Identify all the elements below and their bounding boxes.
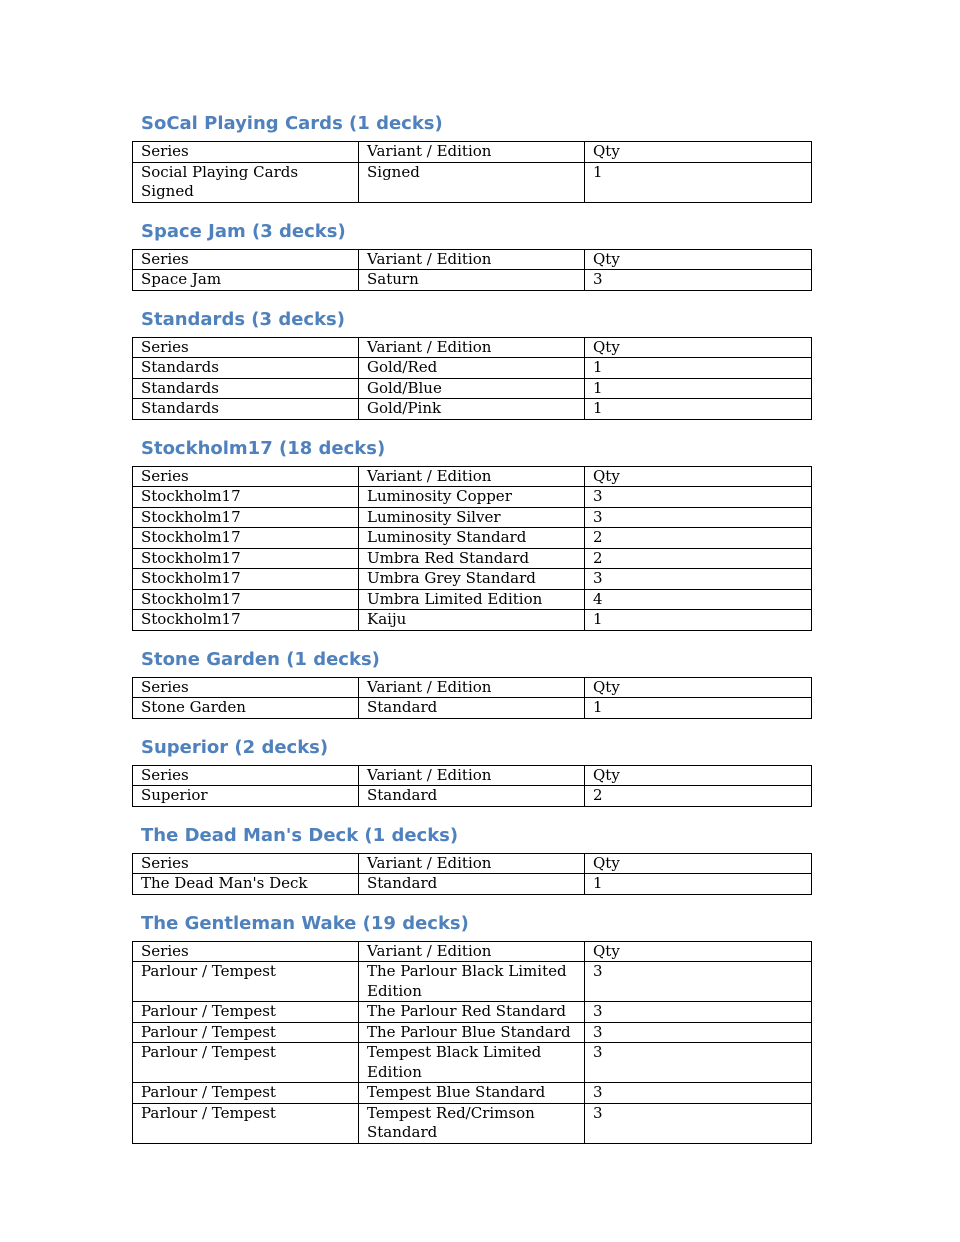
- table-row: [133, 399, 812, 420]
- table-cell: Stockholm17: [133, 507, 359, 528]
- table-cell: Gold/Pink: [359, 399, 585, 420]
- column-header: Qty: [585, 466, 812, 487]
- column-header: Qty: [585, 853, 812, 874]
- table-cell: Luminosity Copper: [359, 487, 585, 508]
- deck-table: [132, 466, 812, 631]
- table-cell: Stockholm17: [133, 487, 359, 508]
- table-cell: Signed: [359, 162, 585, 202]
- table-cell: 1: [585, 698, 812, 719]
- table-cell: Parlour / Tempest: [133, 962, 359, 1002]
- table-cell: Parlour / Tempest: [133, 1002, 359, 1023]
- table-cell: Gold/Blue: [359, 378, 585, 399]
- column-header: Series: [133, 853, 359, 874]
- table-row: [133, 610, 812, 631]
- column-header: Variant / Edition: [359, 941, 585, 962]
- deck-section: [132, 220, 811, 291]
- table-row: [133, 698, 812, 719]
- table-cell: 2: [585, 786, 812, 807]
- table-cell: Umbra Grey Standard: [359, 569, 585, 590]
- column-header: Series: [133, 941, 359, 962]
- table-cell: 2: [585, 548, 812, 569]
- table-cell: 3: [585, 1103, 812, 1143]
- table-row: [133, 786, 812, 807]
- table-cell: 3: [585, 962, 812, 1002]
- table-cell: 3: [585, 1083, 812, 1104]
- column-header: Qty: [585, 677, 812, 698]
- column-header: Variant / Edition: [359, 249, 585, 270]
- table-cell: Saturn: [359, 270, 585, 291]
- table-cell: 1: [585, 610, 812, 631]
- table-cell: Gold/Red: [359, 358, 585, 379]
- section-heading: Superior (2 decks): [141, 736, 329, 758]
- table-row: [133, 962, 812, 1002]
- table-row: [133, 270, 812, 291]
- table-cell: 1: [585, 399, 812, 420]
- table-cell: Parlour / Tempest: [133, 1022, 359, 1043]
- table-cell: 3: [585, 1002, 812, 1023]
- table-header-row: [133, 677, 812, 698]
- table-cell: Tempest Black Limited Edition: [359, 1043, 585, 1083]
- column-header: Variant / Edition: [359, 677, 585, 698]
- table-cell: Standard: [359, 698, 585, 719]
- column-header: Qty: [585, 765, 812, 786]
- deck-section: [132, 437, 811, 631]
- section-heading: Space Jam (3 decks): [141, 220, 346, 242]
- deck-section: [132, 308, 811, 420]
- column-header: Series: [133, 249, 359, 270]
- table-header-row: [133, 337, 812, 358]
- table-header-row: [133, 853, 812, 874]
- table-cell: 1: [585, 162, 812, 202]
- table-cell: The Dead Man's Deck: [133, 874, 359, 895]
- deck-table: [132, 941, 812, 1144]
- table-cell: Standards: [133, 399, 359, 420]
- table-cell: Superior: [133, 786, 359, 807]
- table-cell: Umbra Limited Edition: [359, 589, 585, 610]
- column-header: Series: [133, 337, 359, 358]
- table-cell: The Parlour Black Limited Edition: [359, 962, 585, 1002]
- table-cell: 2: [585, 528, 812, 549]
- deck-section: [132, 736, 811, 807]
- table-cell: The Parlour Blue Standard: [359, 1022, 585, 1043]
- table-cell: Stockholm17: [133, 548, 359, 569]
- column-header: Variant / Edition: [359, 337, 585, 358]
- table-cell: Kaiju: [359, 610, 585, 631]
- table-cell: Tempest Red/Crimson Standard: [359, 1103, 585, 1143]
- column-header: Series: [133, 466, 359, 487]
- table-cell: 1: [585, 874, 812, 895]
- column-header: Qty: [585, 142, 812, 163]
- table-row: [133, 487, 812, 508]
- table-cell: 1: [585, 378, 812, 399]
- table-cell: Stockholm17: [133, 528, 359, 549]
- table-row: [133, 548, 812, 569]
- table-cell: Standard: [359, 786, 585, 807]
- table-cell: 4: [585, 589, 812, 610]
- table-cell: 3: [585, 569, 812, 590]
- column-header: Qty: [585, 249, 812, 270]
- table-cell: Standards: [133, 378, 359, 399]
- table-cell: 3: [585, 507, 812, 528]
- table-row: [133, 874, 812, 895]
- column-header: Variant / Edition: [359, 466, 585, 487]
- table-cell: Umbra Red Standard: [359, 548, 585, 569]
- deck-section: [132, 648, 811, 719]
- section-heading: Stockholm17 (18 decks): [141, 437, 386, 459]
- table-header-row: [133, 941, 812, 962]
- deck-section: [132, 824, 811, 895]
- table-row: [133, 507, 812, 528]
- table-cell: Stockholm17: [133, 569, 359, 590]
- table-row: [133, 528, 812, 549]
- deck-table: [132, 677, 812, 719]
- table-cell: The Parlour Red Standard: [359, 1002, 585, 1023]
- table-cell: Luminosity Silver: [359, 507, 585, 528]
- table-row: [133, 358, 812, 379]
- table-row: [133, 1043, 812, 1083]
- table-cell: Parlour / Tempest: [133, 1043, 359, 1083]
- column-header: Variant / Edition: [359, 765, 585, 786]
- table-cell: Tempest Blue Standard: [359, 1083, 585, 1104]
- deck-section: [132, 912, 811, 1144]
- document-page: [132, 112, 811, 1161]
- table-row: [133, 569, 812, 590]
- table-cell: 3: [585, 1022, 812, 1043]
- section-heading: The Gentleman Wake (19 decks): [141, 912, 469, 934]
- table-cell: Stockholm17: [133, 610, 359, 631]
- table-header-row: [133, 466, 812, 487]
- table-cell: Stockholm17: [133, 589, 359, 610]
- column-header: Series: [133, 765, 359, 786]
- section-heading: SoCal Playing Cards (1 decks): [141, 113, 443, 134]
- deck-table: [132, 141, 812, 203]
- table-header-row: [133, 142, 812, 163]
- table-row: [133, 589, 812, 610]
- section-heading: The Dead Man's Deck (1 decks): [141, 824, 459, 846]
- table-cell: Standards: [133, 358, 359, 379]
- deck-section: [132, 112, 811, 203]
- deck-table: [132, 853, 812, 895]
- table-cell: Social Playing Cards Signed: [133, 162, 359, 202]
- column-header: Qty: [585, 337, 812, 358]
- table-cell: 3: [585, 487, 812, 508]
- table-cell: Parlour / Tempest: [133, 1103, 359, 1143]
- section-heading: Standards (3 decks): [141, 308, 345, 330]
- table-row: [133, 1022, 812, 1043]
- table-row: [133, 1083, 812, 1104]
- column-header: Series: [133, 142, 359, 163]
- table-cell: 3: [585, 270, 812, 291]
- table-cell: Stone Garden: [133, 698, 359, 719]
- table-cell: Standard: [359, 874, 585, 895]
- deck-table: [132, 249, 812, 291]
- table-header-row: [133, 249, 812, 270]
- table-row: [133, 162, 812, 202]
- table-cell: Parlour / Tempest: [133, 1083, 359, 1104]
- table-cell: 1: [585, 358, 812, 379]
- table-cell: Space Jam: [133, 270, 359, 291]
- column-header: Series: [133, 677, 359, 698]
- table-header-row: [133, 765, 812, 786]
- table-row: [133, 1002, 812, 1023]
- table-cell: 3: [585, 1043, 812, 1083]
- section-heading: Stone Garden (1 decks): [141, 648, 380, 670]
- table-row: [133, 1103, 812, 1143]
- column-header: Qty: [585, 941, 812, 962]
- deck-table: [132, 765, 812, 807]
- column-header: Variant / Edition: [359, 853, 585, 874]
- table-row: [133, 378, 812, 399]
- deck-table: [132, 337, 812, 420]
- table-cell: Luminosity Standard: [359, 528, 585, 549]
- column-header: Variant / Edition: [359, 142, 585, 163]
